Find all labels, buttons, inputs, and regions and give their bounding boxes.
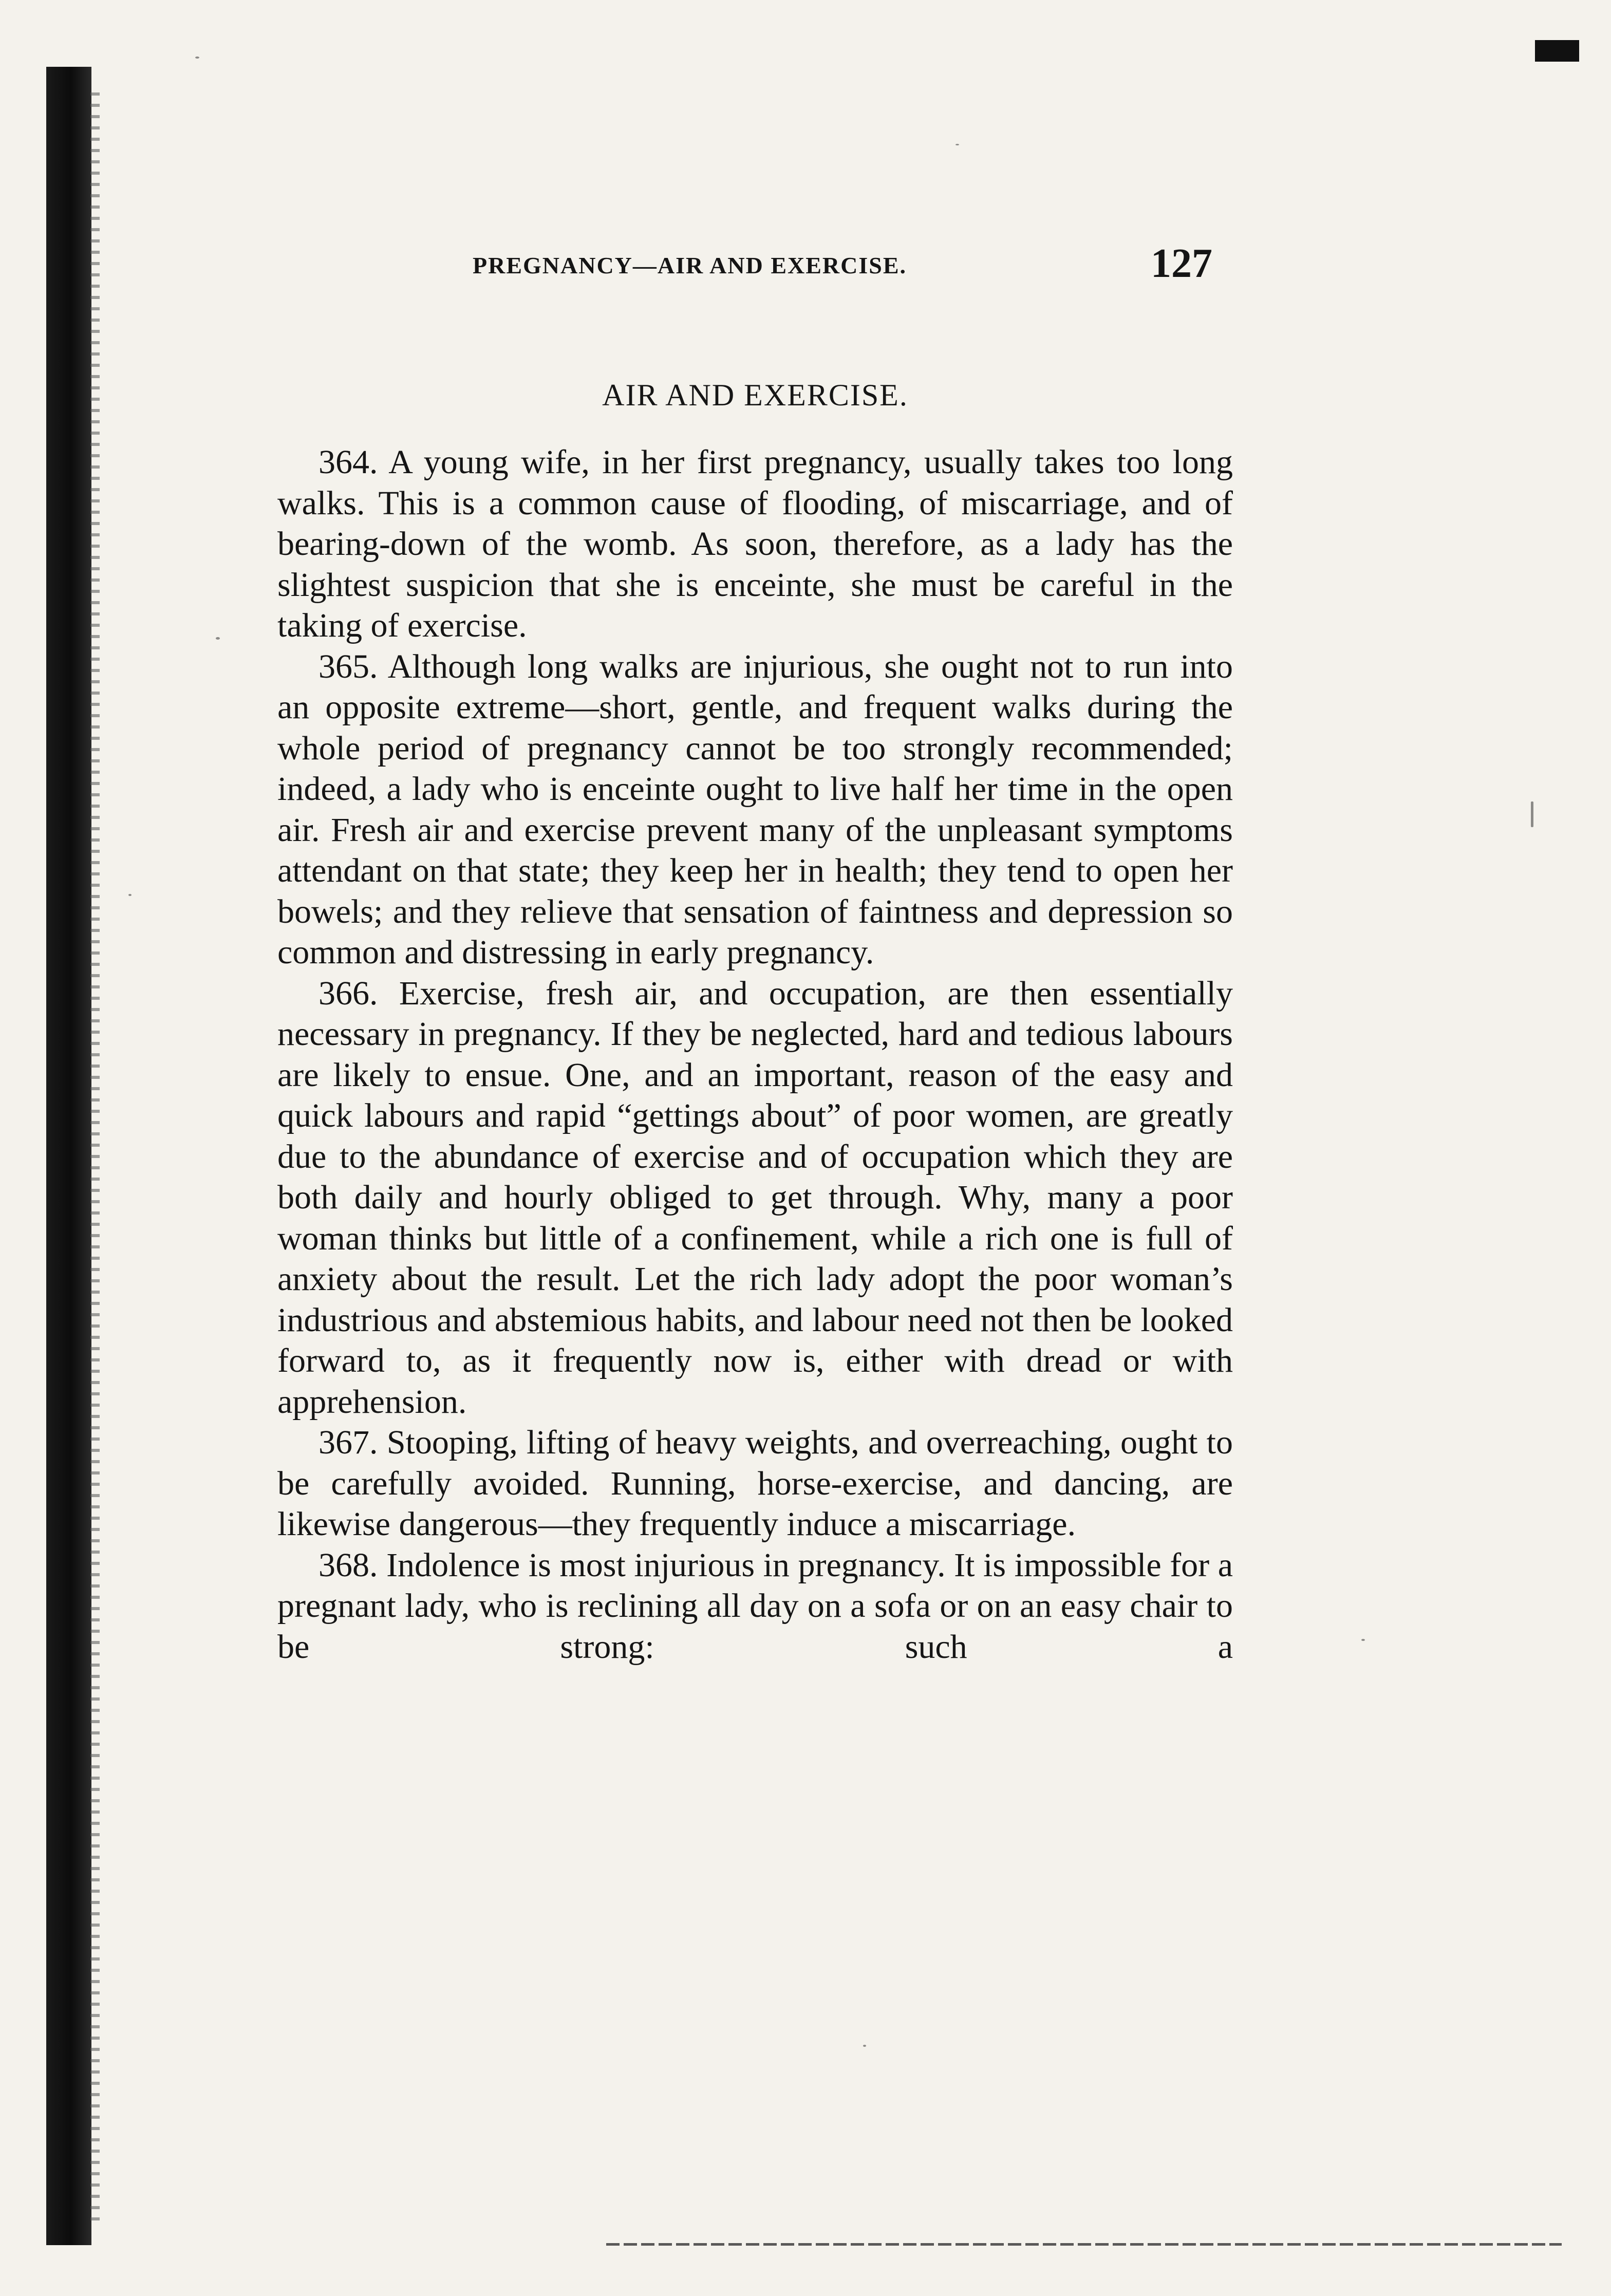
paragraph-text: Although long walks are injurious, she ought not to run into an opposite extreme—short, gentle, and frequent walks during the whole period of pregnancy cannot be too strongly recommended; indeed, a lady who is enceinte ought to live half her time in the open air. Fresh air and exercise prevent many of the unpleasant symptoms attendant on that state; they keep her in health; they tend to open her bowels; and they relieve that sensation of faintness and depression so common and distressing in early pregnancy. xyxy=(277,647,1233,971)
paragraph-number: 368. xyxy=(319,1546,378,1584)
spine-edge-fringe xyxy=(90,92,100,2225)
paper-speck xyxy=(1531,801,1533,827)
paragraph-text: Exercise, fresh air, and occupation, are then essentially necessary in pregnancy. If they be neglected, hard and tedious labours are likely to ensue. One, and an important, reason of the easy and quick labours and rapid “gettings about” of poor women, are greatly due to the abundance of exercise and of occupation which they are both daily and hourly obliged to get through. Why, many a poor woman thinks but little of a confinement, while a rich one is full of anxiety about the result. Let the rich lady adopt the poor woman’s industrious and abstemious habits, and labour need not then be looked forward to, as it frequently now is, either with dread or with apprehension. xyxy=(277,974,1233,1421)
paper-speck xyxy=(956,144,959,145)
paper-speck xyxy=(1361,1639,1365,1641)
body-text xyxy=(277,442,1233,1667)
paper-speck xyxy=(195,57,199,59)
paper-speck xyxy=(128,894,132,896)
paragraph-364 xyxy=(277,442,1233,646)
book-spine-shadow xyxy=(46,67,91,2245)
paper-speck xyxy=(216,637,220,640)
paragraph-text: A young wife, in her first pregnancy, usually takes too long walks. This is a common cause of flooding, of miscarriage, and of bearing-down of the womb. As soon, therefore, as a lady has the slightest suspicion that she is enceinte, she must be careful in the taking of exercise. xyxy=(277,443,1233,644)
paragraph-366 xyxy=(277,973,1233,1423)
bottom-edge-rule xyxy=(606,2243,1562,2246)
paper-speck xyxy=(863,2045,866,2047)
section-title: AIR AND EXERCISE. xyxy=(602,378,908,412)
paragraph-text: Indolence is most injurious in pregnancy. It is impossible for a pregnant lady, who is reclining all day on a sofa or on an easy chair to be strong: such a xyxy=(277,1546,1233,1666)
paragraph-368 xyxy=(277,1545,1233,1668)
paragraph-number: 365. xyxy=(319,647,378,685)
paragraph-number: 367. xyxy=(319,1424,378,1461)
paragraph-367 xyxy=(277,1422,1233,1545)
corner-scan-mark xyxy=(1535,40,1579,62)
running-title: PREGNANCY—AIR AND EXERCISE. xyxy=(473,252,907,278)
paragraph-number: 366. xyxy=(319,974,378,1012)
paragraph-365 xyxy=(277,646,1233,973)
paragraph-text: Stooping, lifting of heavy weights, and overreaching, ought to be carefully avoided. Running, horse-exercise, and dancing, are likewise dangerous—they frequently induce a miscarriage. xyxy=(277,1424,1233,1543)
paragraph-number: 364. xyxy=(319,443,378,481)
running-head xyxy=(452,240,1212,287)
page-number: 127 xyxy=(1151,241,1212,286)
